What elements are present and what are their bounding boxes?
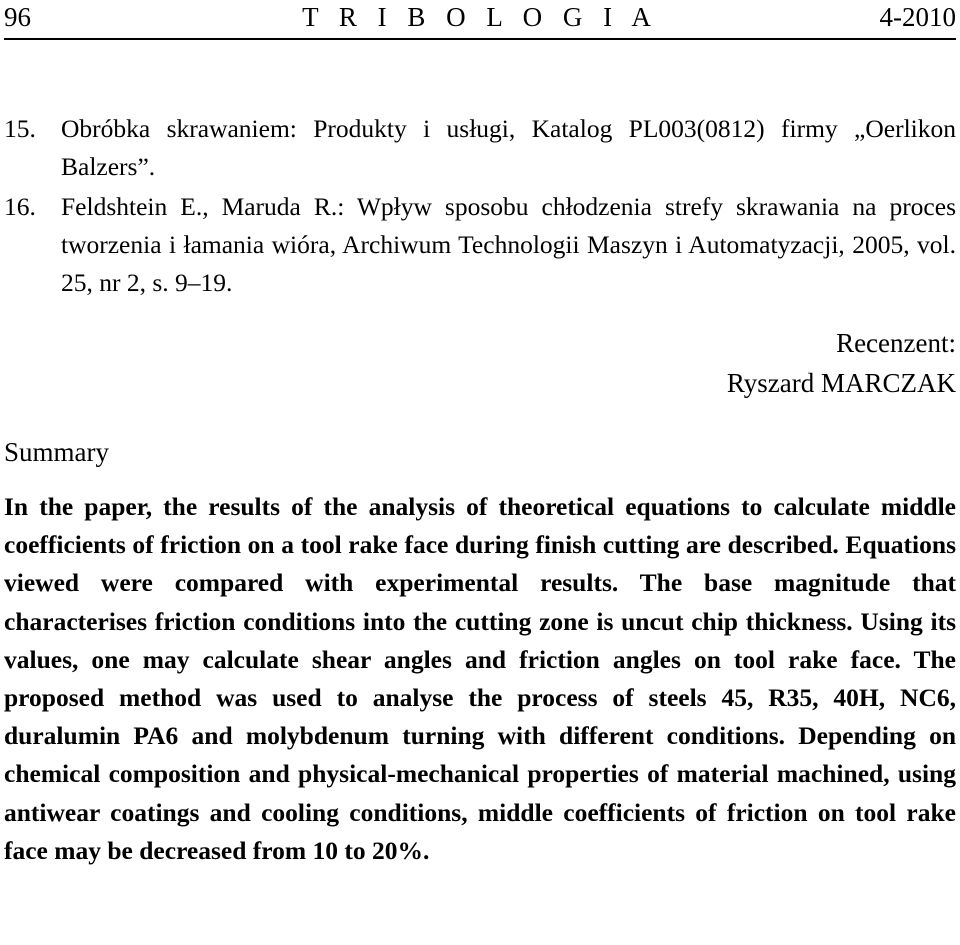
page-number: 96	[4, 2, 31, 32]
summary-text: In the paper, the results of the analysis of theoretical equations to calculate middle coefficients of friction on a tool rake face during finish cutting are described. Equations viewed were compared with experimental results. The base magnitude that characterises friction conditions into the cutting zone is uncut chip thickness. Using its values, one may calculate shear angles and friction angles on tool rake face. The proposed method was used to analyse the process of steels 45, R35, 40H, NC6, duralumin PA6 and molybdenum turning with different conditions. Depending on chemical composition and physical-mechanical properties of material machined, using antiwear coatings and cooling conditions, middle coefficients of friction on tool rake face may be decreased from 10 to 20%.	[4, 492, 956, 865]
reference-list	[4, 110, 956, 304]
reference-text: Obróbka skrawaniem: Produkty i usługi, Katalog PL003(0812) firmy „Oerlikon Balzers”.	[61, 114, 956, 181]
running-header	[4, 0, 956, 38]
reference-item	[4, 188, 956, 302]
journal-issue: 4-2010	[879, 2, 956, 32]
header-rule	[4, 38, 956, 40]
reference-number: 15.	[4, 114, 36, 143]
reviewer-block	[727, 323, 956, 403]
reviewer-label: Recenzent:	[836, 328, 956, 358]
reference-number: 16.	[4, 192, 36, 221]
reference-item	[4, 110, 956, 186]
reference-text: Feldshtein E., Maruda R.: Wpływ sposobu chłodzenia strefy skrawania na proces tworzenia i łamania wióra, Archiwum Technologii Maszyn i Automatyzacji, 2005, vol. 25, nr 2, s. 9–19.	[61, 192, 956, 297]
journal-title: T R I B O L O G I A	[302, 2, 658, 32]
reviewer-name: Ryszard MARCZAK	[726, 368, 956, 398]
summary-heading: Summary	[4, 437, 109, 467]
